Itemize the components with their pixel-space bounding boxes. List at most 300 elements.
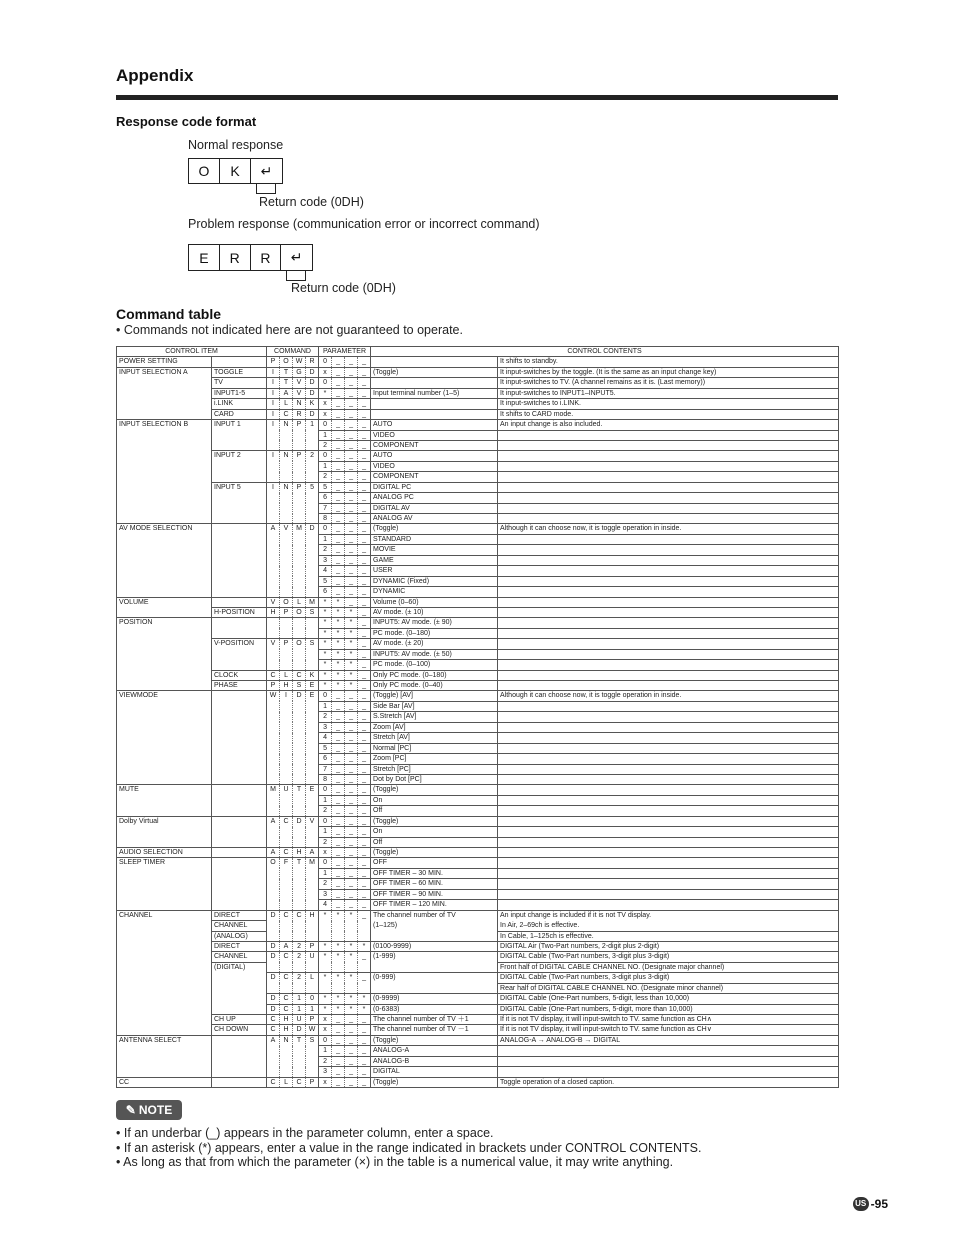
char-slot bbox=[280, 566, 293, 576]
char-slot: * bbox=[319, 994, 332, 1003]
table-row bbox=[117, 973, 839, 983]
char-slot: _ bbox=[345, 598, 358, 607]
parameter-cell bbox=[319, 587, 371, 597]
control-subitem-cell bbox=[212, 973, 267, 983]
char-slot: V bbox=[309, 817, 315, 825]
char-slot bbox=[319, 983, 332, 993]
parameter-desc-cell bbox=[371, 983, 498, 993]
control-contents-cell bbox=[498, 900, 839, 910]
char-slot bbox=[267, 576, 280, 586]
char-slot: * bbox=[319, 671, 332, 680]
control-subitem-cell bbox=[212, 816, 267, 826]
control-subitem-cell: INPUT 2 bbox=[212, 451, 267, 461]
char-slot: _ bbox=[362, 535, 366, 543]
char-slot: U bbox=[280, 785, 293, 795]
parameter-cell bbox=[319, 743, 371, 753]
char-slot bbox=[293, 701, 306, 711]
char-slot: _ bbox=[345, 1057, 358, 1066]
command-cell bbox=[267, 962, 319, 972]
char-slot: H bbox=[280, 1025, 293, 1034]
char-slot bbox=[280, 701, 293, 711]
table-row bbox=[117, 952, 839, 962]
parameter-cell bbox=[319, 607, 371, 617]
char-slot: 3 bbox=[319, 556, 332, 565]
parameter-cell bbox=[319, 764, 371, 774]
parameter-desc-cell: OFF TIMER – 60 MIN. bbox=[371, 879, 498, 889]
char-slot: _ bbox=[362, 775, 366, 783]
char-slot: _ bbox=[362, 911, 366, 919]
char-slot: _ bbox=[362, 598, 366, 606]
char-slot: R bbox=[293, 410, 306, 419]
return-bracket bbox=[286, 271, 306, 281]
char-slot bbox=[280, 618, 293, 628]
char-slot: _ bbox=[362, 807, 366, 815]
char-slot: 1 bbox=[310, 421, 314, 429]
control-subitem-cell bbox=[212, 660, 267, 670]
command-cell bbox=[267, 524, 319, 534]
char-slot: 0 bbox=[319, 691, 332, 700]
char-slot bbox=[306, 837, 318, 847]
char-slot: * bbox=[345, 629, 358, 638]
char-slot bbox=[280, 743, 293, 753]
char-slot: _ bbox=[332, 838, 345, 847]
control-contents-cell: DIGITAL Air (Two-Part numbers, 2-digit plus 2-digit) bbox=[498, 941, 839, 951]
parameter-desc-cell: The channel number of TV bbox=[371, 910, 498, 920]
char-slot bbox=[306, 795, 318, 805]
char-slot: _ bbox=[332, 879, 345, 888]
control-item-cell bbox=[117, 879, 212, 889]
table-row bbox=[117, 367, 839, 377]
char-slot: 1 bbox=[293, 1005, 306, 1014]
char-slot: _ bbox=[332, 827, 345, 836]
char-slot: 1 bbox=[293, 994, 306, 1003]
note-item: • As long as that from which the parameter (×) in the table is a numerical value, it may write anything. bbox=[116, 1155, 701, 1170]
char-slot: _ bbox=[332, 754, 345, 763]
char-slot: * bbox=[319, 681, 332, 690]
command-cell bbox=[267, 576, 319, 586]
char-slot: _ bbox=[362, 577, 366, 585]
control-subitem-cell bbox=[212, 618, 267, 628]
parameter-cell bbox=[319, 722, 371, 732]
command-cell bbox=[267, 858, 319, 868]
char-slot: 1 bbox=[319, 796, 332, 805]
char-slot bbox=[267, 1046, 280, 1056]
char-slot: C bbox=[280, 973, 293, 983]
parameter-cell bbox=[319, 921, 371, 931]
control-contents-cell bbox=[498, 1056, 839, 1066]
char-slot: _ bbox=[345, 827, 358, 836]
control-contents-cell bbox=[498, 618, 839, 628]
char-slot bbox=[293, 430, 306, 440]
char-slot: _ bbox=[332, 723, 345, 732]
char-slot: * bbox=[332, 952, 345, 962]
control-item-cell bbox=[117, 451, 212, 461]
command-cell bbox=[267, 357, 319, 367]
table-row bbox=[117, 837, 839, 847]
parameter-cell bbox=[319, 524, 371, 534]
char-slot: 5 bbox=[310, 483, 314, 491]
char-slot: 8 bbox=[319, 775, 332, 784]
parameter-desc-cell: (0-9999) bbox=[371, 994, 498, 1004]
char-slot: C bbox=[267, 671, 280, 680]
command-cell bbox=[267, 712, 319, 722]
char-slot: _ bbox=[345, 1067, 358, 1076]
char-slot: _ bbox=[362, 431, 366, 439]
char-slot: N bbox=[280, 483, 293, 493]
char-slot: _ bbox=[362, 619, 366, 627]
control-subitem-cell: CHANNEL bbox=[212, 952, 267, 962]
char-slot: _ bbox=[362, 441, 366, 449]
parameter-desc-cell: ANALOG PC bbox=[371, 493, 498, 503]
control-item-cell bbox=[117, 722, 212, 732]
control-item-cell: SLEEP TIMER bbox=[117, 858, 212, 868]
char-slot: * bbox=[362, 942, 366, 950]
char-slot: 4 bbox=[319, 733, 332, 742]
table-row bbox=[117, 1046, 839, 1056]
char-slot: _ bbox=[362, 849, 366, 856]
control-contents-cell bbox=[498, 639, 839, 649]
parameter-cell bbox=[319, 670, 371, 680]
char-slot bbox=[267, 837, 280, 847]
char-slot bbox=[280, 534, 293, 544]
table-row bbox=[117, 827, 839, 837]
char-slot: D bbox=[309, 410, 315, 418]
char-slot: A bbox=[280, 389, 293, 398]
char-slot: _ bbox=[332, 389, 345, 398]
char-slot: C bbox=[280, 410, 293, 419]
control-item-cell bbox=[117, 1015, 212, 1025]
control-subitem-cell bbox=[212, 534, 267, 544]
char-slot bbox=[280, 774, 293, 784]
control-contents-cell bbox=[498, 858, 839, 868]
char-slot: _ bbox=[332, 462, 345, 471]
command-cell bbox=[267, 816, 319, 826]
control-item-cell bbox=[117, 931, 212, 941]
char-slot: _ bbox=[362, 692, 366, 700]
control-contents-cell bbox=[498, 848, 839, 858]
parameter-cell bbox=[319, 858, 371, 868]
char-slot: A bbox=[267, 817, 280, 827]
parameter-desc-cell: (0-999) bbox=[371, 973, 498, 983]
control-contents-cell bbox=[498, 733, 839, 743]
control-subitem-cell bbox=[212, 545, 267, 555]
control-item-cell bbox=[117, 1067, 212, 1077]
control-item-cell bbox=[117, 545, 212, 555]
table-row bbox=[117, 545, 839, 555]
char-slot: 2 bbox=[319, 806, 332, 815]
control-contents-cell: If it is not TV display, it will input-switch to TV. same function as CH∧ bbox=[498, 1015, 839, 1025]
control-subitem-cell: TV bbox=[212, 378, 267, 388]
table-row bbox=[117, 962, 839, 972]
char-slot: * bbox=[319, 942, 332, 951]
note-item: • If an underbar (_) appears in the parameter column, enter a space. bbox=[116, 1126, 701, 1141]
control-item-cell bbox=[117, 733, 212, 743]
table-row bbox=[117, 858, 839, 868]
char-slot bbox=[280, 764, 293, 774]
command-cell bbox=[267, 827, 319, 837]
control-contents-cell: DIGITAL Cable (One-Part numbers, 5-digit, more than 10,000) bbox=[498, 1004, 839, 1014]
char-slot bbox=[280, 889, 293, 899]
char-slot: D bbox=[267, 942, 280, 951]
parameter-cell bbox=[319, 461, 371, 471]
control-contents-cell bbox=[498, 461, 839, 471]
char-slot: _ bbox=[362, 410, 366, 418]
parameter-cell bbox=[319, 785, 371, 795]
parameter-desc-cell: USER bbox=[371, 566, 498, 576]
control-item-cell bbox=[117, 576, 212, 586]
char-slot bbox=[306, 931, 318, 941]
table-row bbox=[117, 670, 839, 680]
char-slot bbox=[306, 576, 318, 586]
char-slot bbox=[293, 754, 306, 764]
parameter-desc-cell: ANALOG-A bbox=[371, 1046, 498, 1056]
control-contents-cell bbox=[498, 889, 839, 899]
char-slot: R bbox=[309, 358, 315, 366]
parameter-desc-cell: DIGITAL bbox=[371, 1067, 498, 1077]
control-item-cell: POSITION bbox=[117, 618, 212, 628]
char-slot: _ bbox=[345, 796, 358, 805]
char-slot: _ bbox=[345, 399, 358, 408]
parameter-cell bbox=[319, 1004, 371, 1014]
char-slot bbox=[280, 837, 293, 847]
parameter-cell bbox=[319, 566, 371, 576]
table-row bbox=[117, 941, 839, 951]
char-slot bbox=[293, 921, 306, 931]
parameter-cell bbox=[319, 952, 371, 962]
parameter-desc-cell: OFF TIMER – 120 MIN. bbox=[371, 900, 498, 910]
char-slot bbox=[267, 628, 280, 638]
char-slot bbox=[306, 712, 318, 722]
char-slot bbox=[280, 931, 293, 941]
control-item-cell bbox=[117, 1025, 212, 1035]
table-row bbox=[117, 712, 839, 722]
command-cell bbox=[267, 566, 319, 576]
return-bracket bbox=[256, 184, 276, 194]
char-slot: _ bbox=[332, 566, 345, 575]
char-slot bbox=[280, 503, 293, 513]
control-subitem-cell bbox=[212, 806, 267, 816]
char-slot: _ bbox=[332, 441, 345, 450]
char-slot: _ bbox=[362, 817, 366, 825]
char-slot: * bbox=[345, 942, 358, 951]
parameter-cell bbox=[319, 545, 371, 555]
control-item-cell: AUDIO SELECTION bbox=[117, 848, 212, 858]
control-contents-cell bbox=[498, 607, 839, 617]
char-slot: I bbox=[267, 378, 280, 387]
command-cell bbox=[267, 378, 319, 388]
command-cell bbox=[267, 670, 319, 680]
control-contents-cell bbox=[498, 785, 839, 795]
char-slot: * bbox=[362, 1005, 366, 1013]
char-slot bbox=[293, 900, 306, 910]
command-cell bbox=[267, 910, 319, 920]
control-subitem-cell bbox=[212, 1004, 267, 1014]
char-slot bbox=[306, 879, 318, 889]
char-slot bbox=[280, 493, 293, 503]
parameter-cell bbox=[319, 472, 371, 482]
char-slot: C bbox=[280, 952, 293, 962]
char-slot: * bbox=[345, 671, 358, 680]
char-slot bbox=[267, 1067, 280, 1077]
char-slot: x bbox=[319, 1025, 332, 1034]
control-subitem-cell bbox=[212, 848, 267, 858]
char-slot: _ bbox=[332, 1067, 345, 1076]
control-subitem-cell bbox=[212, 1056, 267, 1066]
command-cell bbox=[267, 367, 319, 377]
char-slot: _ bbox=[332, 869, 345, 878]
char-slot bbox=[306, 722, 318, 732]
char-slot: V bbox=[293, 378, 306, 387]
control-contents-cell: Although it can choose now, it is toggle operation in inside. bbox=[498, 524, 839, 534]
char-slot: I bbox=[267, 420, 280, 430]
char-slot bbox=[306, 628, 318, 638]
command-cell bbox=[267, 848, 319, 858]
control-subitem-cell bbox=[212, 983, 267, 993]
char-slot: I bbox=[267, 368, 280, 377]
char-slot: _ bbox=[345, 691, 358, 700]
char-slot: 0 bbox=[319, 817, 332, 826]
parameter-desc-cell: Normal [PC] bbox=[371, 743, 498, 753]
control-item-cell bbox=[117, 743, 212, 753]
char-slot: _ bbox=[345, 817, 358, 826]
control-contents-cell: Toggle operation of a closed caption. bbox=[498, 1077, 839, 1087]
command-cell bbox=[267, 1056, 319, 1066]
char-slot: L bbox=[293, 598, 306, 607]
char-slot: M bbox=[309, 859, 315, 867]
char-slot: _ bbox=[362, 880, 366, 888]
char-slot bbox=[267, 806, 280, 816]
control-subitem-cell bbox=[212, 733, 267, 743]
char-slot: D bbox=[309, 389, 315, 397]
command-cell bbox=[267, 628, 319, 638]
char-slot: _ bbox=[345, 723, 358, 732]
control-item-cell bbox=[117, 889, 212, 899]
control-item-cell bbox=[117, 409, 212, 419]
problem-response-box bbox=[188, 244, 313, 271]
note-badge bbox=[116, 1100, 182, 1120]
table-row bbox=[117, 1056, 839, 1066]
table-row bbox=[117, 357, 839, 367]
char-slot: 0 bbox=[319, 524, 332, 533]
char-slot bbox=[306, 440, 318, 450]
control-contents-cell bbox=[498, 743, 839, 753]
char-slot: _ bbox=[362, 838, 366, 846]
char-slot: _ bbox=[345, 357, 358, 366]
parameter-desc-cell: (Toggle) bbox=[371, 1035, 498, 1045]
char-slot: * bbox=[332, 671, 345, 680]
char-slot bbox=[280, 430, 293, 440]
enter-icon: ↵ bbox=[290, 249, 303, 265]
char-slot: * bbox=[319, 1005, 332, 1014]
char-slot: H bbox=[280, 681, 293, 690]
char-slot: * bbox=[332, 650, 345, 659]
table-row bbox=[117, 774, 839, 784]
control-item-cell: AV MODE SELECTION bbox=[117, 524, 212, 534]
char-slot: * bbox=[345, 650, 358, 659]
parameter-cell bbox=[319, 983, 371, 993]
control-item-cell bbox=[117, 660, 212, 670]
control-subitem-cell bbox=[212, 827, 267, 837]
char-slot bbox=[332, 921, 345, 931]
parameter-cell bbox=[319, 503, 371, 513]
control-contents-cell: DIGITAL Cable (One-Part numbers, 5-digit, less than 10,000) bbox=[498, 994, 839, 1004]
char-slot: 0 bbox=[319, 858, 332, 867]
char-slot bbox=[280, 900, 293, 910]
char-slot: D bbox=[309, 525, 315, 533]
control-item-cell bbox=[117, 649, 212, 659]
table-row bbox=[117, 1035, 839, 1045]
char-slot: I bbox=[267, 399, 280, 408]
control-contents-cell: If it is not TV display, it will input-switch to TV. same function as CH∨ bbox=[498, 1025, 839, 1035]
page-number bbox=[853, 1197, 888, 1211]
char-slot: 2 bbox=[319, 879, 332, 888]
char-slot: _ bbox=[362, 1047, 366, 1055]
char-slot: * bbox=[332, 639, 345, 648]
command-cell bbox=[267, 440, 319, 450]
char-slot: A bbox=[309, 849, 315, 856]
char-slot: _ bbox=[362, 379, 366, 387]
char-slot: _ bbox=[332, 1025, 345, 1034]
control-item-cell bbox=[117, 440, 212, 450]
control-subitem-cell: CH DOWN bbox=[212, 1025, 267, 1035]
parameter-cell bbox=[319, 733, 371, 743]
char-slot bbox=[306, 472, 318, 482]
char-slot: _ bbox=[332, 587, 345, 596]
char-slot: _ bbox=[362, 953, 366, 961]
char-slot: _ bbox=[345, 462, 358, 471]
char-slot bbox=[293, 514, 306, 524]
char-slot: * bbox=[345, 660, 358, 669]
char-slot: P bbox=[293, 483, 306, 493]
table-row bbox=[117, 1025, 839, 1035]
char-slot: _ bbox=[332, 796, 345, 805]
control-subitem-cell bbox=[212, 837, 267, 847]
char-slot: _ bbox=[362, 358, 366, 366]
char-slot: _ bbox=[362, 650, 366, 658]
char-slot bbox=[267, 701, 280, 711]
parameter-desc-cell: AV mode. (± 10) bbox=[371, 607, 498, 617]
char-slot: L bbox=[280, 671, 293, 680]
command-cell bbox=[267, 639, 319, 649]
char-slot bbox=[280, 545, 293, 555]
command-cell bbox=[267, 806, 319, 816]
control-contents-cell: Although it can choose now, it is toggle operation in inside. bbox=[498, 691, 839, 701]
command-cell bbox=[267, 931, 319, 941]
char-slot: * bbox=[319, 629, 332, 638]
return-code-label: Return code (0DH) bbox=[259, 195, 364, 209]
command-table-heading: Command table bbox=[116, 306, 222, 322]
char-slot bbox=[306, 566, 318, 576]
char-slot bbox=[306, 1046, 318, 1056]
command-cell bbox=[267, 691, 319, 701]
control-subitem-cell bbox=[212, 722, 267, 732]
parameter-cell bbox=[319, 806, 371, 816]
control-subitem-cell: CHANNEL bbox=[212, 921, 267, 931]
page-number-text: -95 bbox=[870, 1197, 888, 1211]
control-subitem-cell bbox=[212, 597, 267, 607]
char-slot: 1 bbox=[319, 702, 332, 711]
command-cell bbox=[267, 1035, 319, 1045]
char-slot: _ bbox=[345, 472, 358, 481]
char-slot: _ bbox=[332, 556, 345, 565]
char-slot: _ bbox=[332, 1057, 345, 1066]
control-subitem-cell bbox=[212, 1077, 267, 1087]
char-slot: _ bbox=[345, 785, 358, 794]
control-subitem-cell: CH UP bbox=[212, 1015, 267, 1025]
char-slot: _ bbox=[345, 733, 358, 742]
char-slot: _ bbox=[362, 661, 366, 669]
char-slot: I bbox=[267, 410, 280, 419]
